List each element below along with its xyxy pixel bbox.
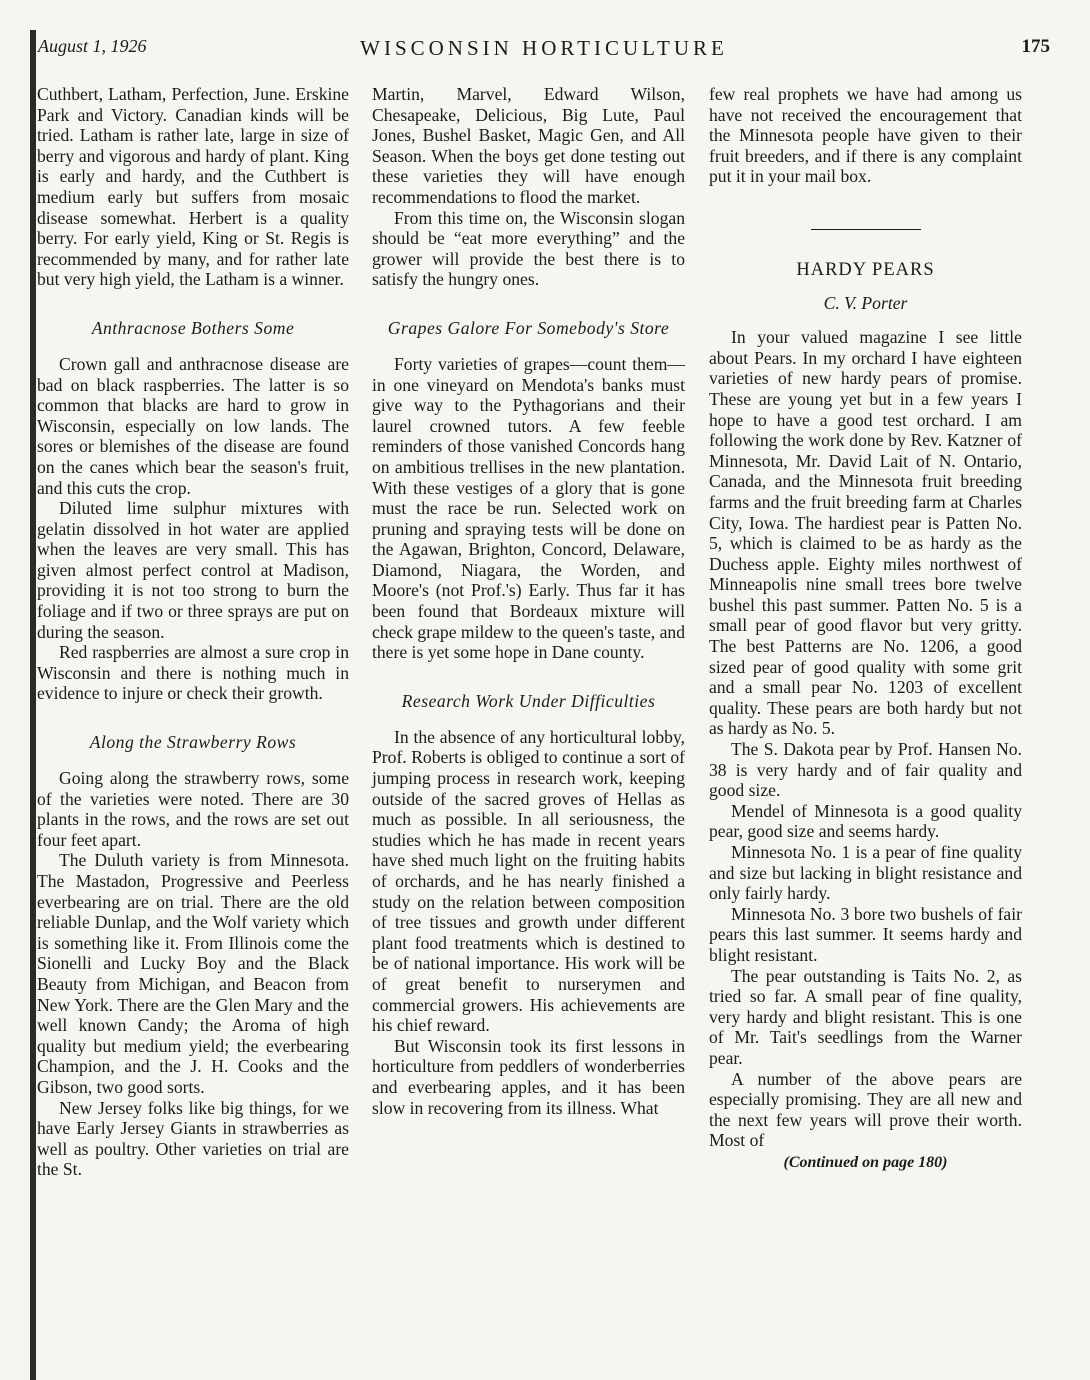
issue-date: August 1, 1926	[38, 36, 147, 56]
paragraph: Crown gall and anthracnose disease are bad on black raspberries. The latter is so common that blacks are hard to grow in Wisconsin, especially on low lands. The sores or blemishes of the disease are found on the canes which bear the season's fruit, and this cuts the crop.	[37, 353, 349, 498]
section-heading: Research Work Under Difficulties	[401, 690, 656, 711]
column-left	[37, 84, 349, 1180]
section-heading: Along the Strawberry Rows	[89, 732, 297, 753]
paragraph: The S. Dakota pear by Prof. Hansen No. 38 is very hardy and of fair quality and good size.	[709, 739, 1022, 801]
page-header	[38, 36, 1050, 66]
paragraph: From this time on, the Wisconsin slogan should be “eat more everything” and the grower will provide the best there is to satisfy the hungry ones.	[372, 207, 685, 290]
paragraph: Diluted lime sulphur mixtures with gelatin dissolved in hot water are applied when the leaves are very small. This has given almost perfect control at Madison, providing it is not too strong to burn the foliage and if two or three sprays are put on during the season.	[37, 498, 349, 642]
paragraph: few real prophets we have had among us have not received the encouragement that the Minnesota people have given to their fruit breeders, and if there is any complaint put it in your mail box.	[709, 84, 1022, 187]
section-heading: Anthracnose Bothers Some	[91, 317, 295, 338]
paragraph: Forty varieties of grapes—count them—in one vineyard on Mendota's banks must give way to the Pythagorians and their laurel crowned tutors. A few feeble reminders of those vanished Concords hang on ambitious trellises in the new plantation. With these vestiges of a glory that is gone must the race be run. Selected work on pruning and spraying tests will be done on the Agawan, Brighton, Concord, Delaware, Diamond, Niagara, the Worden, and Moore's (not Prof.'s) Early. Thus far it has been found that Bordeaux mixture will check grape mildew to the queen's taste, and there is yet some hope in Dane county.	[372, 353, 685, 663]
page-number: 175	[1021, 36, 1050, 57]
magazine-title: WISCONSIN HORTICULTURE	[360, 36, 728, 60]
paragraph: New Jersey folks like big things, for we have Early Jersey Giants in strawberries as well as poultry. Other varieties on trial are the St.	[37, 1097, 349, 1180]
paragraph: A number of the above pears are especially promising. They are all new and the next few years will prove their worth. Most of	[709, 1068, 1022, 1151]
paragraph: Minnesota No. 1 is a pear of fine quality and size but lacking in blight resistance and only fairly hardy.	[709, 842, 1022, 904]
paragraph: Minnesota No. 3 bore two bushels of fair pears this last summer. It seems hardy and blight resistant.	[709, 903, 1022, 965]
paragraph: Martin, Marvel, Edward Wilson, Chesapeake, Delicious, Big Lute, Paul Jones, Bushel Basket, Magic Gen, and All Season. When the boys get done testing out these varieties they will have enough recommendations to flood the market.	[372, 84, 685, 207]
paragraph: In the absence of any horticultural lobby, Prof. Roberts is obliged to continue a sort of jumping process in research work, keeping outside of the sacred groves of Hellas as much as possible. In all seriousness, the studies which he has made in recent years have shed much light on the fruiting habits of orchards, and he has nearly finished a study on the relation between composition of tree tissues and growth under different plant food treatments which is destined to be of national importance. His work will be of great benefit to nurserymen and commercial growers. His achievements are his chief reward.	[372, 726, 685, 1036]
section-heading: Grapes Galore For Somebody's Store	[387, 317, 670, 338]
section-divider	[811, 229, 921, 230]
continued-note: (Continued on page 180)	[783, 1153, 948, 1171]
paragraph: In your valued magazine I see little about Pears. In my orchard I have eighteen varieties of new hardy pears of promise. These are young yet but in a few years I hope to have a good test orchard. I am following the work done by Rev. Katzner of Minnesota, Mr. David Lait of N. Ontario, Canada, and the Minnesota fruit breeding farms and the fruit breeding farm at Charles City, Iowa. The hardiest pear is Patten No. 5, which is claimed to be as hardy as the Duchess apple. Eighty miles northwest of Minneapolis nine small trees bore twelve bushel this past summer. Patten No. 5 is a small pear of good flavor but very gritty. The best Patterns are No. 1206, a good sized pear of good quality with some grit and a small pear No. 1203 of excellent quality. These pears are both hardy but not as hardy as No. 5.	[709, 327, 1022, 739]
column-right	[709, 84, 1022, 1174]
article-byline: C. V. Porter	[823, 292, 908, 313]
paragraph: Red raspberries are almost a sure crop in Wisconsin and there is nothing much in evidence to injure or check their growth.	[37, 642, 349, 704]
column-middle	[372, 84, 685, 1118]
paragraph: The Duluth variety is from Minnesota. The Mastadon, Progressive and Peerless everbearing are on trial. There are the old reliable Dunlap, and the Wolf variety which is something like it. From Illinois come the Sionelli and Lucky Boy and the Black Beauty from Michigan, and Beacon from New York. There are the Glen Mary and the well known Candy; the Aroma of high quality but medium yield; the everbearing Champion, and the J. H. Cooks and the Gibson, two good sorts.	[37, 850, 349, 1097]
paragraph: Going along the strawberry rows, some of the varieties were noted. There are 30 plants in the rows, and the rows are set out four feet apart.	[37, 768, 349, 850]
paragraph: Cuthbert, Latham, Perfection, June. Erskine Park and Victory. Canadian kinds will be tried. Latham is rather late, large in size of berry and vigorous and hardy of plant. King is early and hardy, and the Cuthbert is medium early but suffers from mosaic disease somewhat. Herbert is a quality berry. For early yield, King or St. Regis is recommended by many, and for rather late but very high yield, the Latham is a winner.	[37, 84, 349, 290]
binding-edge	[30, 30, 36, 1380]
article-title: HARDY PEARS	[796, 259, 935, 280]
paragraph: The pear outstanding is Taits No. 2, as tried so far. A small pear of fine quality, very hardy and blight resistant. This is one of Mr. Tait's seedlings from the Warner pear.	[709, 965, 1022, 1068]
paragraph: But Wisconsin took its first lessons in horticulture from peddlers of wonderberries and everbearing apples, and it has been slow in recovering from its illness. What	[372, 1035, 685, 1118]
paragraph: Mendel of Minnesota is a good quality pear, good size and seems hardy.	[709, 800, 1022, 842]
